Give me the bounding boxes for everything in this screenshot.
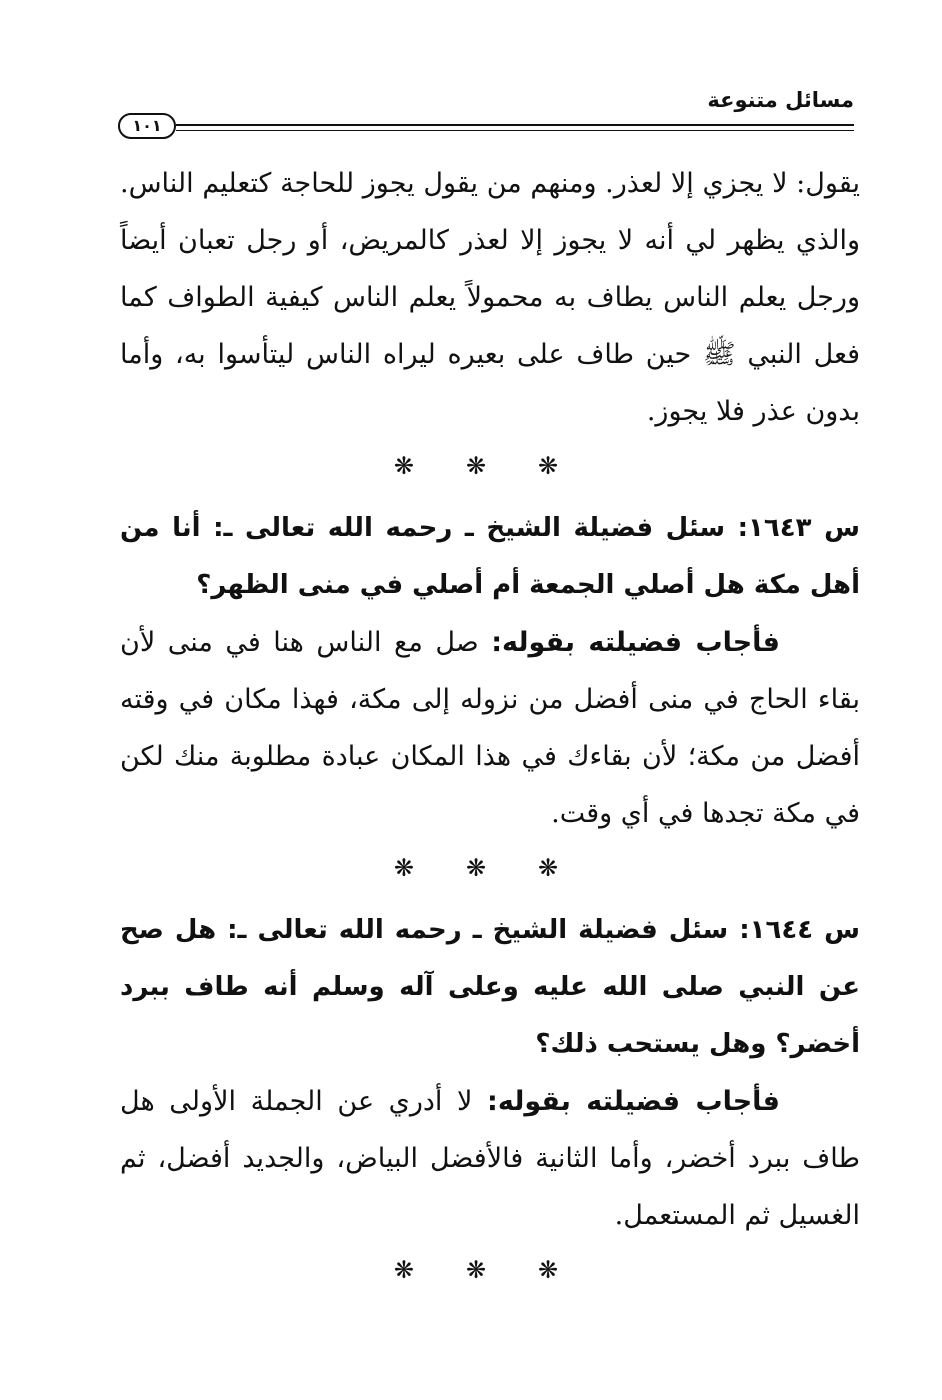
star-ornament-icon: ❋ — [393, 854, 442, 882]
answer-lead: فأجاب فضيلته بقوله: — [491, 627, 780, 658]
star-ornament-icon: ❋ — [538, 452, 587, 480]
question-1644: س ١٦٤٤: سئل فضيلة الشيخ ـ رحمه الله تعالى ـ: هل صح عن النبي صلى الله عليه وعلى آله وسلم أنه طاف ببرد أخضر؟ وهل يستحب ذلك؟ — [120, 915, 860, 1059]
page-header — [118, 88, 854, 143]
answer-text: لا أدري عن الجملة الأولى هل طاف ببرد أخضر، وأما الثانية فالأفضل البياض، والجديد أفضل، ثم الغسيل ثم المستعمل. — [120, 1086, 860, 1231]
star-ornament-icon: ❋ — [393, 1256, 442, 1284]
section-separator — [120, 454, 860, 478]
header-rule — [176, 124, 854, 126]
star-ornament-icon: ❋ — [538, 1256, 587, 1284]
answer-lead: فأجاب فضيلته بقوله: — [487, 1086, 780, 1117]
star-ornament-icon: ❋ — [465, 452, 515, 480]
section-separator — [120, 1258, 860, 1282]
page-number: ١٠١ — [118, 113, 176, 139]
star-ornament-icon: ❋ — [465, 854, 515, 882]
page-body — [120, 155, 860, 1304]
star-ornament-icon: ❋ — [465, 1256, 515, 1284]
section-separator — [120, 856, 860, 880]
continuation-paragraph: يقول: لا يجزي إلا لعذر. ومنهم من يقول يجوز للحاجة كتعليم الناس. والذي يظهر لي أنه لا يجوز إلا لعذر كالمريض، أو رجل تعبان أيضاً ورجل يعلم الناس يطاف به محمولاً يعلم الناس كيفية الطواف كما فعل النبي ﷺ حين طاف على بعيره ليراه الناس ليتأسوا به، وأما بدون عذر فلا يجوز. — [120, 168, 860, 427]
question-1643: س ١٦٤٣: سئل فضيلة الشيخ ـ رحمه الله تعالى ـ: أنا من أهل مكة هل أصلي الجمعة أم أصلي في منى الظهر؟ — [120, 513, 860, 600]
running-title: مسائل متنوعة — [707, 88, 854, 112]
answer-1644 — [120, 1073, 860, 1244]
answer-text: صل مع الناس هنا في منى لأن بقاء الحاج في منى أفضل من نزوله إلى مكة، فهذا مكان في وقته أفضل من مكة؛ لأن بقاءك في هذا المكان عبادة مطلوبة منك لكن في مكة تجدها في أي وقت. — [120, 627, 860, 829]
star-ornament-icon: ❋ — [538, 854, 587, 882]
star-ornament-icon: ❋ — [393, 452, 442, 480]
header-rule-thin — [176, 130, 854, 131]
answer-1643 — [120, 614, 860, 842]
